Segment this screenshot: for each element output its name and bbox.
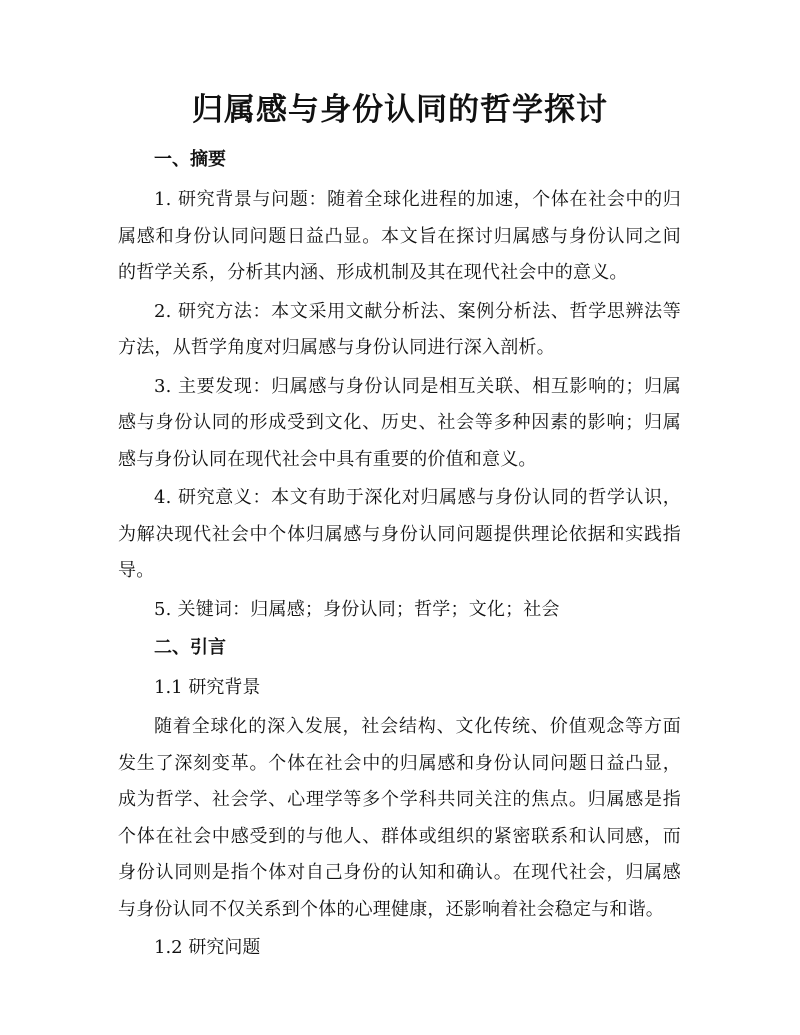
introduction-paragraph: 随着全球化的深入发展，社会结构、文化传统、价值观念等方面发生了深刻变革。个体在社会中的归属感和身份认同问题日益凸显，成为哲学、社会学、心理学等多个学科共同关注的焦点。归属感是指个体在社会中感受到的与他人、群体或组织的紧密联系和认同感，而身份认同则是指个体对自己身份的认知和确认。在现代社会，归属感与身份认同不仅关系到个体的心理健康，还影响着社会稳定与和谐。 [118, 716, 681, 920]
subsection-heading-research-question: 1.2 研究问题 [154, 937, 261, 958]
abstract-item-3: 3. 主要发现：归属感与身份认同是相互关联、相互影响的；归属感与身份认同的形成受到文化、历史、社会等多种因素的影响；归属感与身份认同在现代社会中具有重要的价值和意义。 [118, 375, 681, 470]
document-title: 归属感与身份认同的哲学探讨 [192, 92, 608, 128]
introduction-heading: 二、引言 [154, 637, 226, 658]
document-body [118, 142, 681, 969]
abstract-item-4: 4. 研究意义：本文有助于深化对归属感与身份认同的哲学认识，为解决现代社会中个体归属感与身份认同问题提供理论依据和实践指导。 [118, 487, 681, 581]
abstract-item-2: 2. 研究方法：本文采用文献分析法、案例分析法、哲学思辨法等方法，从哲学角度对归属感与身份认同进行深入剖析。 [118, 300, 681, 358]
subsection-heading-background: 1.1 研究背景 [154, 677, 261, 698]
abstract-item-1: 1. 研究背景与问题：随着全球化进程的加速，个体在社会中的归属感和身份认同问题日益凸显。本文旨在探讨归属感与身份认同之间的哲学关系，分析其内涵、形成机制及其在现代社会中的意义。 [118, 189, 681, 283]
abstract-item-5-keywords: 5. 关键词：归属感；身份认同；哲学；文化；社会 [154, 598, 560, 620]
abstract-heading: 一、摘要 [154, 149, 226, 170]
